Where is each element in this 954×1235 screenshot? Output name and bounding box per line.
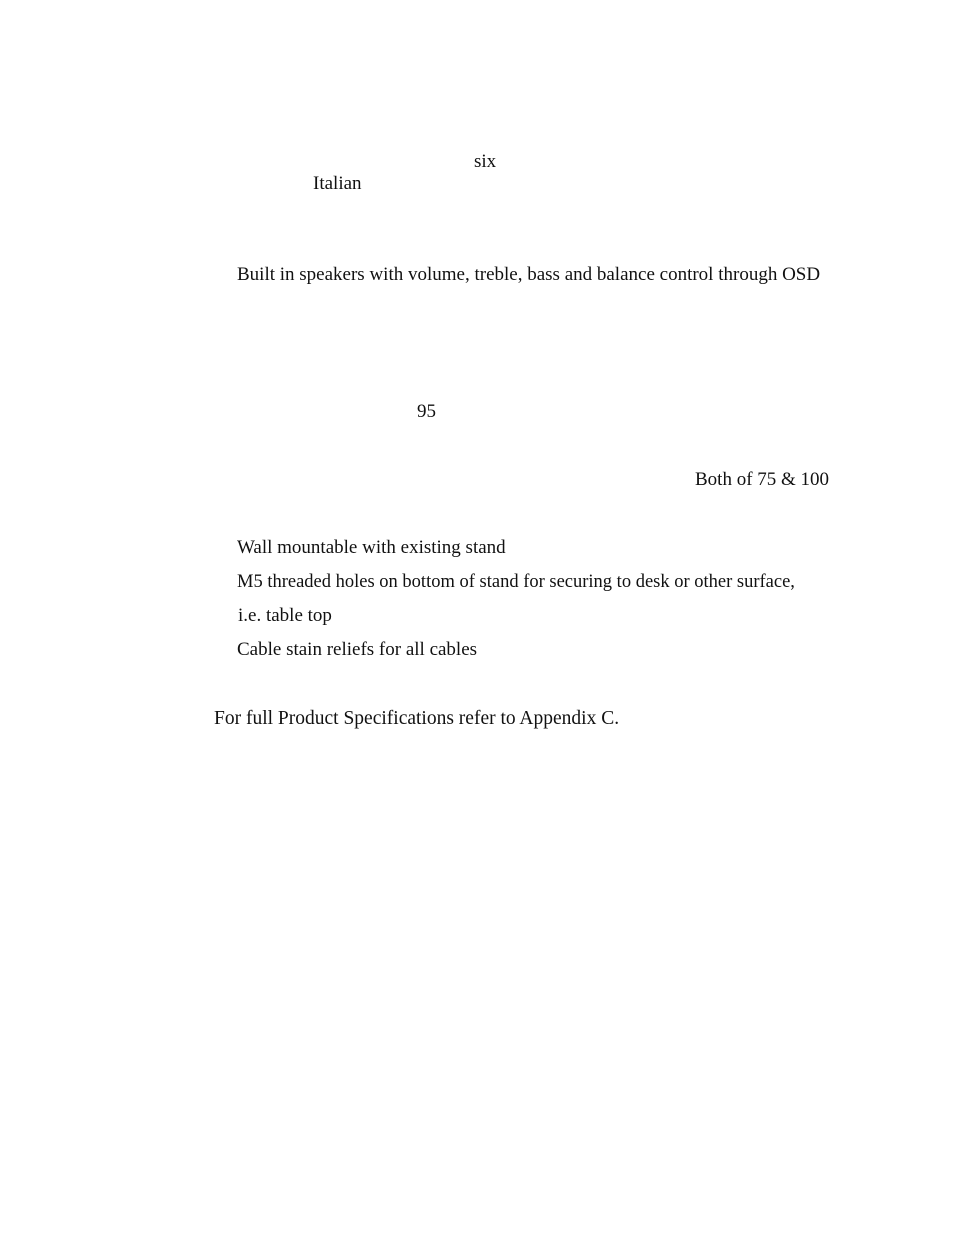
text-fragment-95: 95 — [417, 401, 436, 422]
speakers-feature-line: Built in speakers with volume, treble, bass and balance control through OSD — [237, 264, 821, 285]
text-fragment-six: six — [474, 151, 497, 172]
feature-line-wall-mount: Wall mountable with existing stand — [237, 537, 506, 558]
feature-line-m5-holes: M5 threaded holes on bottom of stand for securing to desk or other surface, — [237, 572, 795, 592]
text-fragment-both: Both of 75 & 100 — [695, 469, 830, 490]
appendix-reference-note: For full Product Specifications refer to Appendix C. — [214, 708, 620, 729]
feature-line-cable-reliefs: Cable stain reliefs for all cables — [237, 639, 478, 660]
text-fragment-italian: Italian — [313, 173, 362, 194]
feature-line-table-top: i.e. table top — [238, 605, 332, 626]
